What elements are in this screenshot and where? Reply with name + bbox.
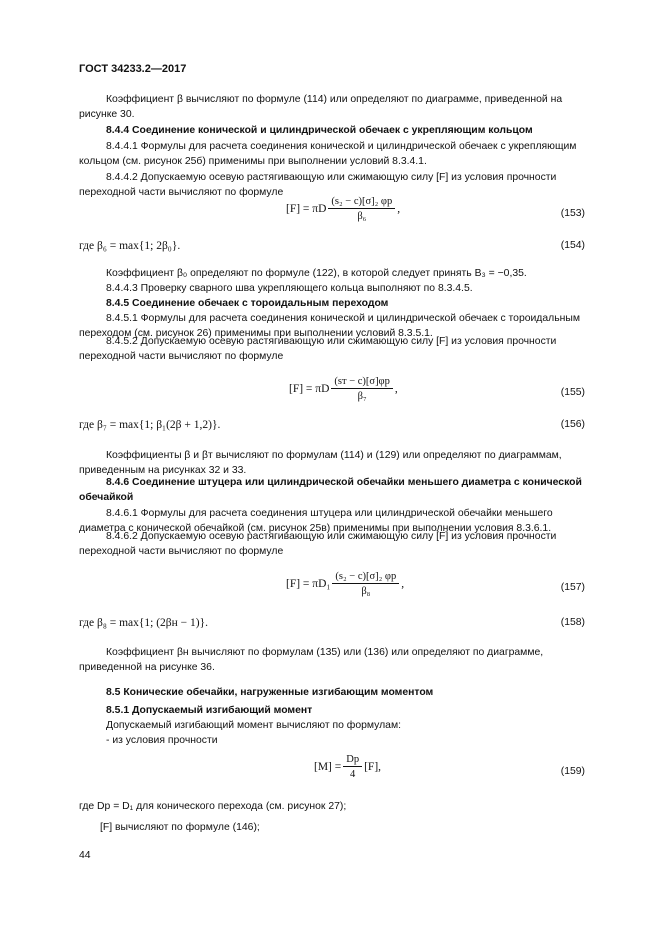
formula-157-denominator: β₈: [361, 586, 371, 597]
formula-155-lhs: [F] = πD: [289, 383, 330, 395]
section-heading-8-5-1: 8.5.1 Допускаемый изгибающий момент: [106, 705, 313, 716]
page-number: 44: [79, 850, 91, 861]
formula-153-tail: ,: [397, 203, 401, 215]
formula-158: [79, 617, 585, 635]
paragraph-8-4-5-1: 8.4.5.1 Формулы для расчета соединения конической и цилиндрической обечаек с тороидальным переходом (см. рисунок 26) применимы при выполнении условий 8.3.5.1.: [79, 313, 580, 340]
paragraph-beta0: Коэффициент β₀ определяют по формуле (122), в которой следует принять B₃ = −0,35.: [106, 268, 527, 279]
section-heading-8-4-6: 8.4.6 Соединение штуцера или цилиндрической обечайки меньшего диаметра с конической обечайкой: [79, 477, 582, 504]
formula-157: [79, 571, 585, 611]
paragraph-beta-beta-t: Коэффициенты β и βт вычисляют по формулам (114) и (129) или определяют по диаграммам, приведенным на рисунках 32 и 33.: [79, 450, 562, 477]
formula-155-denominator: β₇: [357, 391, 367, 402]
where-clause-158: где β₈ = max{1; (2βн − 1)}.: [79, 617, 209, 629]
paragraph-8-4-6-1: 8.4.6.1 Формулы для расчета соединения штуцера или цилиндрической обечайки меньшего диаметра с конической обечайкой (см. рисунок 25в) применимы при выполнении условия 8.3.6.1.: [79, 508, 553, 535]
where-clause-154: где β₆ = max{1; 2β₀}.: [79, 240, 181, 252]
equation-number-156: (156): [560, 419, 585, 430]
formula-156: [79, 419, 585, 437]
paragraph-8-4-4-1: 8.4.4.1 Формулы для расчета соединения конической и цилиндрической обечаек с укрепляющим кольцом (см. рисунок 25б) применимы при выполнении условий 8.3.4.1.: [79, 141, 577, 168]
formula-159-lhs: [M] =: [314, 761, 342, 773]
section-heading-8-5: 8.5 Конические обечайки, нагруженные изгибающим моментом: [106, 687, 434, 698]
formula-155-numerator: (sт − c)[σ]φр: [331, 376, 392, 389]
paragraph-8-4-5-2: 8.4.5.2 Допускаемую осевую растягивающую или сжимающую силу [F] из условия прочности переходной части вычисляют по формуле: [79, 336, 557, 363]
formula-155: [79, 376, 585, 416]
formula-153-denominator: β₆: [357, 211, 367, 222]
formula-159: [79, 754, 585, 794]
equation-number-153: (153): [560, 208, 585, 219]
section-heading-8-4-5: 8.4.5 Соединение обечаек с тороидальным переходом: [106, 298, 389, 309]
formula-155-tail: ,: [394, 383, 398, 395]
document-header: ГОСТ 34233.2—2017: [79, 63, 187, 75]
equation-number-158: (158): [560, 617, 585, 628]
formula-153: [79, 196, 585, 236]
equation-number-159: (159): [560, 766, 585, 777]
paragraph-8-4-4-2: 8.4.4.2 Допускаемую осевую растягивающую или сжимающую силу [F] из условия прочности переходной части вычисляют по формуле: [79, 172, 557, 199]
paragraph-8-4-6-2: 8.4.6.2 Допускаемую осевую растягивающую или сжимающую силу [F] из условия прочности переходной части вычисляют по формуле: [79, 531, 557, 558]
formula-159-denominator: 4: [350, 769, 356, 780]
formula-153-lhs: [F] = πD: [286, 203, 327, 215]
paragraph-8-4-4-3: 8.4.4.3 Проверку сварного шва укрепляющего кольца выполняют по 8.3.4.5.: [106, 283, 473, 294]
formula-157-lhs: [F] = πD₁: [286, 578, 331, 590]
paragraph-beta-coefficient: Коэффициент β вычисляют по формуле (114) или определяют по диаграмме, приведенной на рисунке 30.: [79, 94, 563, 121]
formula-153-numerator: (s₂ − c)[σ]₂ φр: [328, 196, 395, 209]
equation-number-155: (155): [560, 387, 585, 398]
formula-154: [79, 240, 585, 258]
formula-157-numerator: (s₂ − c)[σ]₂ φр: [332, 571, 399, 584]
where-clause-156: где β₇ = max{1; β₁(2β + 1,2)}.: [79, 419, 221, 431]
where-clause-159-cont: [F] вычисляют по формуле (146);: [100, 822, 260, 833]
where-clause-159: где Dр = D₁ для конического перехода (см. рисунок 27);: [79, 801, 347, 812]
formula-159-numerator: Dр: [343, 754, 362, 767]
paragraph-beta-n: Коэффициент βн вычисляют по формулам (135) или (136) или определяют по диаграмме, приведенной на рисунке 36.: [79, 647, 544, 674]
equation-number-154: (154): [560, 240, 585, 251]
formula-157-tail: ,: [401, 578, 405, 590]
paragraph-strength-condition: - из условия прочности: [106, 735, 218, 746]
equation-number-157: (157): [560, 582, 585, 593]
section-heading-8-4-4: 8.4.4 Соединение конической и цилиндрической обечаек с укрепляющим кольцом: [106, 125, 533, 136]
formula-159-tail: [F],: [364, 761, 382, 773]
paragraph-8-5-1-intro: Допускаемый изгибающий момент вычисляют по формулам:: [106, 720, 401, 731]
